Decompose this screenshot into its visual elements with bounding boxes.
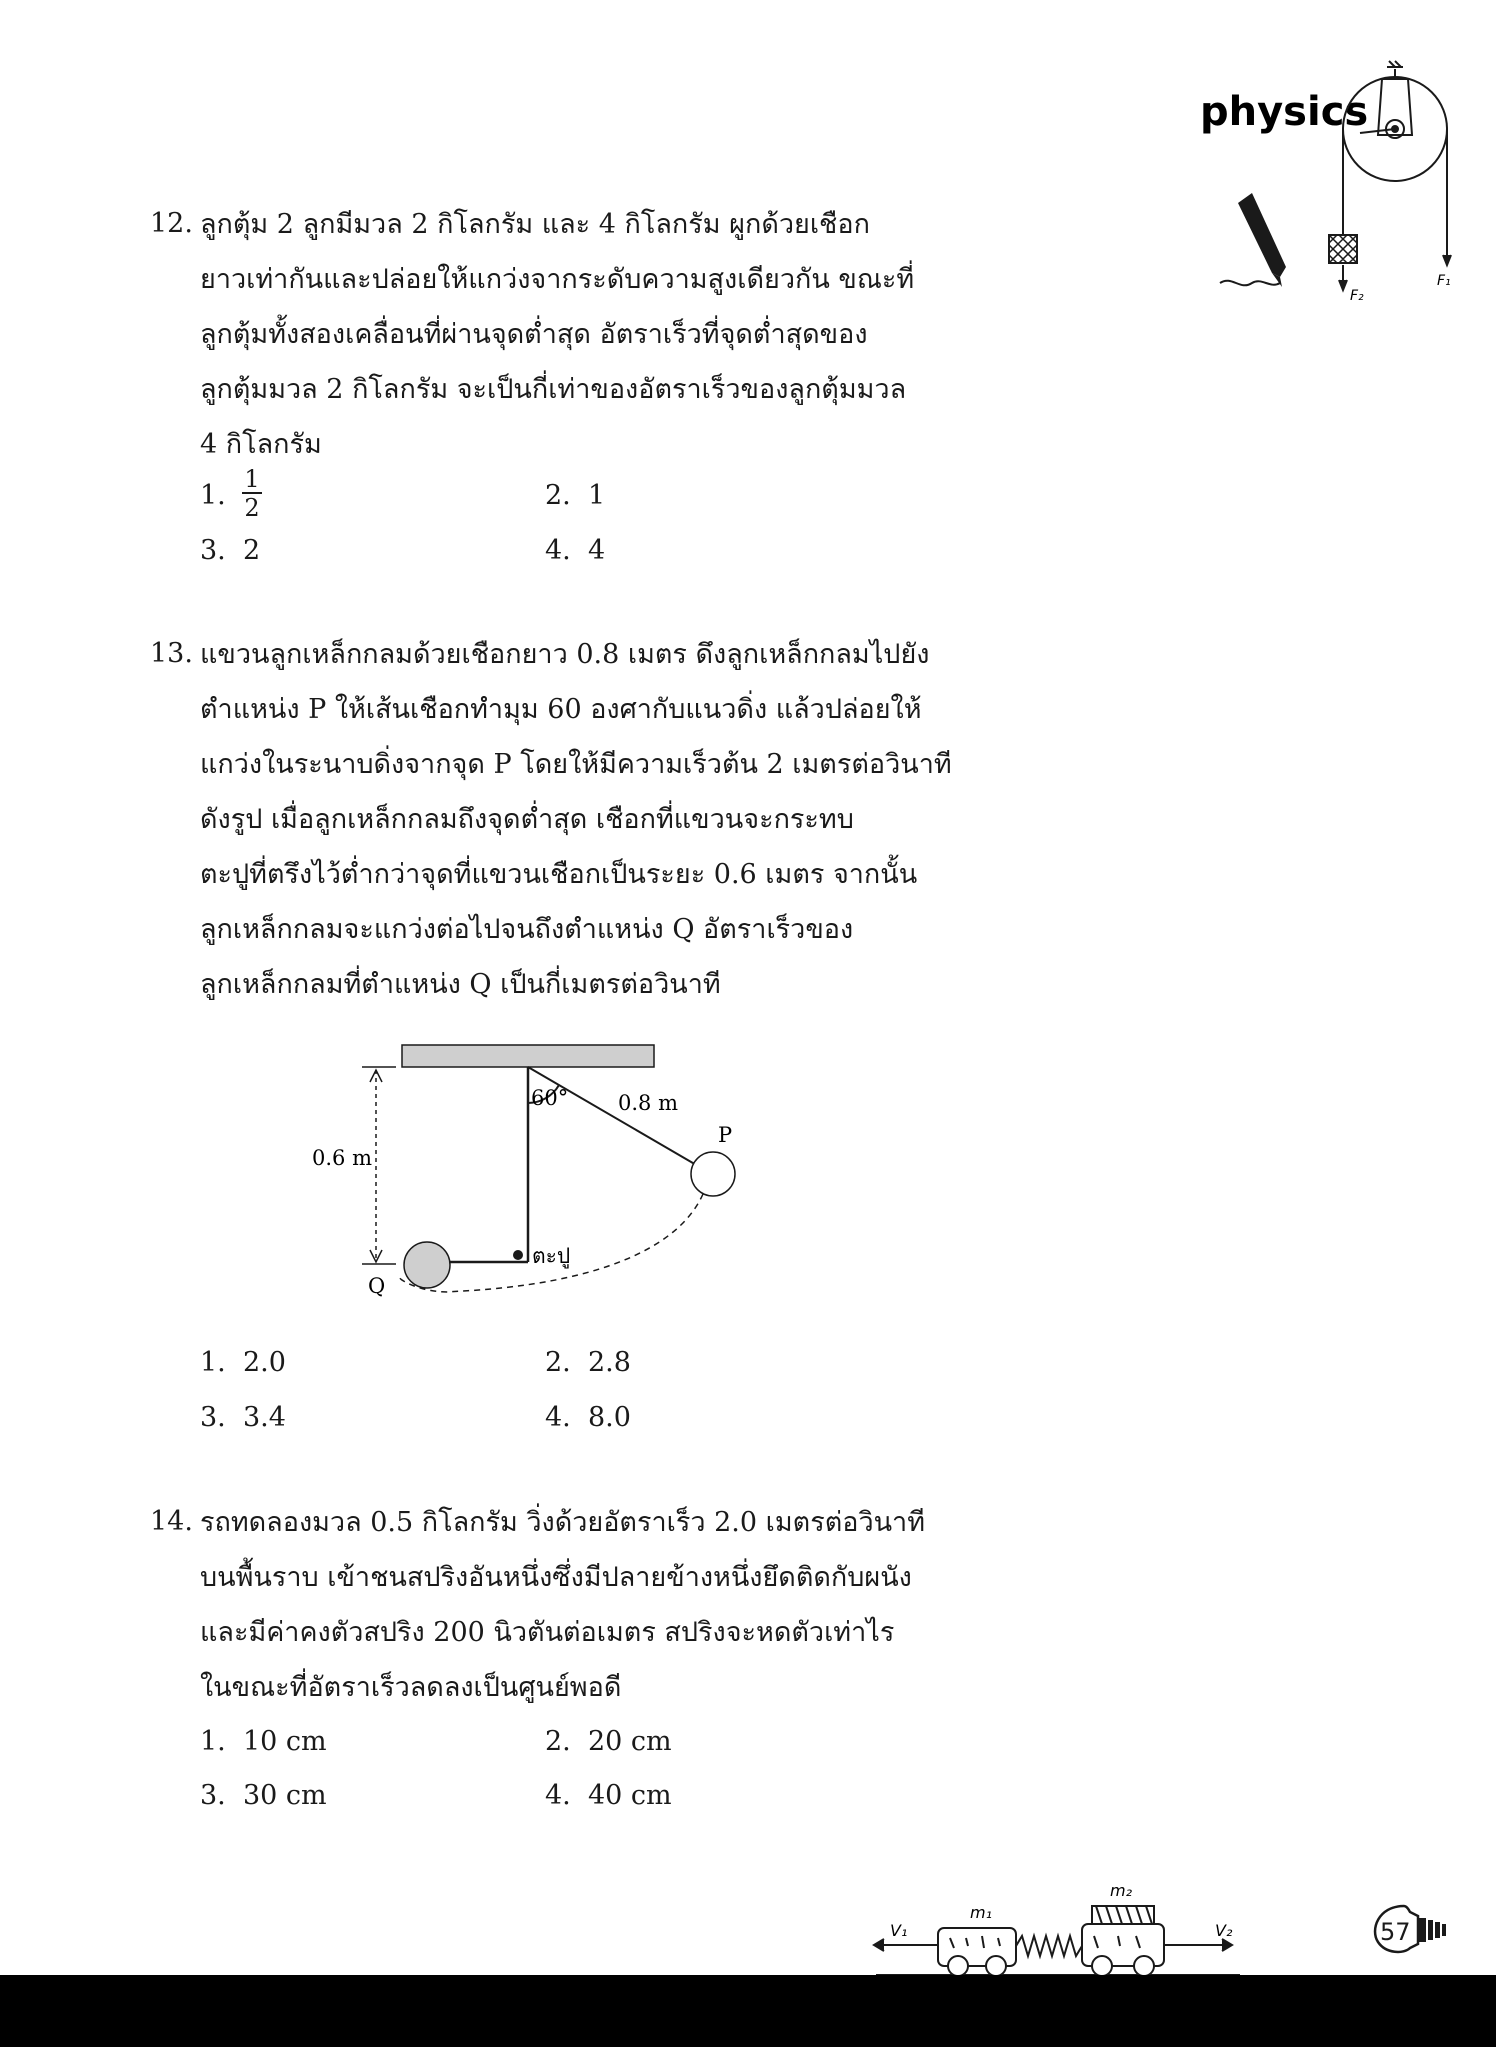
question-line: และมีค่าคงตัวสปริง 200 นิวตันต่อเมตร สปริงจะหดตัวเท่าไร xyxy=(200,1617,895,1648)
carts-spring-illustration xyxy=(870,1880,1250,1980)
question-line: ยาวเท่ากันและปล่อยให้แกว่งจากระดับความสูงเดียวกัน ขณะที่ xyxy=(200,264,915,295)
option-text: 30 cm xyxy=(242,1780,327,1811)
option-text: 2.8 xyxy=(587,1347,631,1378)
option-text: 40 cm xyxy=(587,1780,672,1811)
answer-option xyxy=(545,1726,672,1758)
question-line: แกว่งในระนาบดิ่งจากจุด P โดยให้มีความเร็วต้น 2 เมตรต่อวินาที xyxy=(200,749,952,780)
answer-option xyxy=(200,1402,286,1434)
nail-label: ตะปู xyxy=(532,1244,571,1268)
option-number: 3. xyxy=(200,535,226,566)
ball-p xyxy=(691,1152,735,1196)
option-number: 1. xyxy=(200,480,226,511)
question-line: แขวนลูกเหล็กกลมด้วยเชือกยาว 0.8 เมตร ดึงลูกเหล็กกลมไปยัง xyxy=(200,639,930,670)
m1-label: m₁ xyxy=(970,1903,992,1922)
page-number-badge xyxy=(1360,1900,1460,1960)
v2-label: V₂ xyxy=(1215,1921,1233,1940)
question-line: ดังรูป เมื่อลูกเหล็กกลมถึงจุดต่ำสุด เชือกที่แขวนจะกระทบ xyxy=(200,804,854,835)
option-number: 4. xyxy=(545,1402,571,1433)
spring-icon xyxy=(1016,1936,1082,1956)
option-number: 1. xyxy=(200,1347,226,1378)
option-text: 2 xyxy=(242,535,261,566)
question-text xyxy=(200,197,920,472)
question-line: ลูกเหล็กกลมจะแกว่งต่อไปจนถึงตำแหน่ง Q อัตราเร็วของ xyxy=(200,914,854,945)
option-text: 10 cm xyxy=(242,1726,327,1757)
option-text: 8.0 xyxy=(587,1402,631,1433)
answer-option xyxy=(200,480,226,512)
point-p-label: P xyxy=(718,1123,733,1147)
option-text: 4 xyxy=(587,535,606,566)
answer-option xyxy=(545,1347,631,1379)
option-number: 4. xyxy=(545,535,571,566)
answer-option xyxy=(545,535,605,567)
pendulum-figure xyxy=(300,1030,760,1310)
fraction-numerator: 1 xyxy=(244,465,260,493)
option-number: 3. xyxy=(200,1780,226,1811)
answer-option xyxy=(200,1726,327,1758)
question-line: ลูกตุ้ม 2 ลูกมีมวล 2 กิโลกรัม และ 4 กิโลกรัม ผูกด้วยเชือก xyxy=(200,209,870,240)
option-number: 4. xyxy=(545,1780,571,1811)
answer-option xyxy=(545,1402,631,1434)
question-number: 13. xyxy=(150,638,193,669)
page-number: 57 xyxy=(1380,1918,1411,1946)
option-text: 1 xyxy=(587,480,606,511)
option-text: 2.0 xyxy=(242,1347,286,1378)
option-number: 3. xyxy=(200,1402,226,1433)
option-text: 3.4 xyxy=(242,1402,286,1433)
question-line: บนพื้นราบ เข้าชนสปริงอันหนึ่งซึ่งมีปลายข้างหนึ่งยึดติดกับผนัง xyxy=(200,1562,912,1593)
force-label-f1: F₁ xyxy=(1437,273,1451,289)
brand-title: physics xyxy=(1200,89,1369,135)
option-number: 2. xyxy=(545,1726,571,1757)
answer-option xyxy=(200,1780,327,1812)
question-line: ลูกเหล็กกลมที่ตำแหน่ง Q เป็นกี่เมตรต่อวินาที xyxy=(200,969,721,1000)
answer-option xyxy=(545,480,605,512)
question-line: ลูกตุ้มทั้งสองเคลื่อนที่ผ่านจุดต่ำสุด อัตราเร็วที่จุดต่ำสุดของ xyxy=(200,319,868,350)
header-illustration xyxy=(1200,55,1460,315)
height-label: 0.6 m xyxy=(312,1146,372,1170)
question-line: ลูกตุ้มมวล 2 กิโลกรัม จะเป็นกี่เท่าของอัตราเร็วของลูกตุ้มมวล xyxy=(200,374,907,405)
question-number: 14. xyxy=(150,1506,193,1537)
angled-string xyxy=(528,1067,698,1166)
question-line: ในขณะที่อัตราเร็วลดลงเป็นศูนย์พอดี xyxy=(200,1672,622,1703)
fraction xyxy=(240,466,264,522)
question-number: 12. xyxy=(150,208,193,239)
answer-option xyxy=(545,1780,672,1812)
pendulum-diagram xyxy=(300,1030,760,1310)
question-text xyxy=(200,1495,926,1715)
option-number: 1. xyxy=(200,1726,226,1757)
m2-label: m₂ xyxy=(1110,1881,1132,1900)
question-text xyxy=(200,627,952,1012)
fraction-denominator: 2 xyxy=(244,494,260,522)
question-line: ตำแหน่ง P ให้เส้นเชือกทำมุม 60 องศากับแนวดิ่ง แล้วปล่อยให้ xyxy=(200,694,922,725)
nail-icon xyxy=(513,1250,523,1260)
force-label-f2: F₂ xyxy=(1350,288,1364,304)
ceiling-bar xyxy=(402,1045,654,1067)
answer-option xyxy=(200,535,260,567)
footer-illustration xyxy=(870,1880,1250,1980)
length-label: 0.8 m xyxy=(618,1091,678,1115)
option-number: 2. xyxy=(545,480,571,511)
question-line: ตะปูที่ตรึงไว้ต่ำกว่าจุดที่แขวนเชือกเป็นระยะ 0.6 เมตร จากนั้น xyxy=(200,859,918,890)
option-number: 2. xyxy=(545,1347,571,1378)
question-line: 4 กิโลกรัม xyxy=(200,429,322,460)
lightbulb-icon xyxy=(1360,1900,1460,1960)
pulley-illustration xyxy=(1200,55,1460,315)
pen-icon xyxy=(1220,193,1286,287)
point-q-label: Q xyxy=(368,1274,386,1298)
footer-bar xyxy=(0,1975,1496,2047)
option-text: 20 cm xyxy=(587,1726,672,1757)
answer-option xyxy=(200,1347,286,1379)
weight-block-icon xyxy=(1329,235,1357,263)
question-line: รถทดลองมวล 0.5 กิโลกรัม วิ่งด้วยอัตราเร็ว 2.0 เมตรต่อวินาที xyxy=(200,1507,926,1538)
v1-label: V₁ xyxy=(890,1921,908,1940)
angle-label: 60° xyxy=(531,1086,569,1110)
ball-q xyxy=(404,1242,450,1288)
